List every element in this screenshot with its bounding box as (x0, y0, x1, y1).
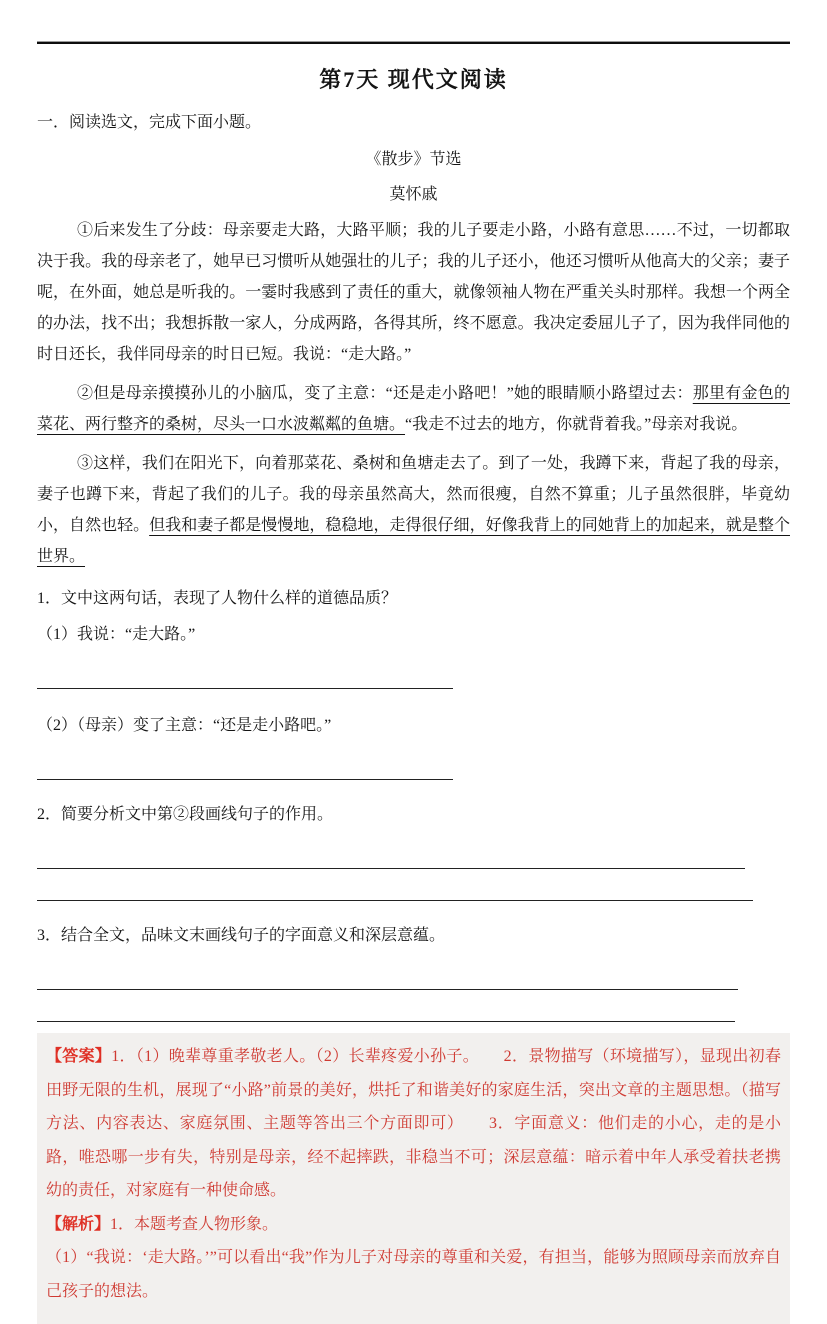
paragraph-3-text: ③这样，我们在阳光下，向着那菜花、桑树和鱼塘走去了。到了一处，我蹲下来，背起了我的母亲，妻子也蹲下来，背起了我们的儿子。我的母亲虽然高大，然而很瘦，自然不算重；儿子虽然很胖，毕竟幼小，自然也轻。 (37, 455, 790, 534)
header-rule (37, 41, 790, 44)
analysis-text-2: （1）“我说：‘走大路。’”可以看出“我”作为儿子对母亲的尊重和关爱，有担当，能够为照顾母亲而放弃自己孩子的想法。 (46, 1249, 781, 1300)
passage-title: 《散步》节选 (365, 151, 462, 168)
question-3: 3．结合全文，品味文末画线句子的字面意义和深层意蕴。 (37, 927, 446, 944)
answer-blank-line-q3-1 (37, 989, 738, 990)
analysis-label: 【解析】 (46, 1215, 111, 1233)
paragraph-2-text: ②但是母亲摸摸孙儿的小脑瓜，变了主意：“还是走小路吧！”她的眼睛顺小路望过去： (77, 385, 693, 402)
answer-blank-line-q3-2 (37, 1021, 735, 1022)
question-1-item-2: （2）（母亲）变了主意：“还是走小路吧。” (37, 717, 332, 734)
answer-text: 1．（1）晚辈尊重孝敬老人。（2）长辈疼爱小孙子。 2．景物描写（环境描写），显现出初春田野无限的生机，展现了“小路”前景的美好，烘托了和谐美好的家庭生活，突出文章的主题思想。（描写方法、内容表达、家庭氛围、主题等答出三个方面即可） 3．字面意义：他们走的小心，走的是小路，唯恐哪一步有失，特别是母亲，经不起摔跌，非稳当不可；深层意蕴：暗示着中年人承受着扶老携幼的责任，对家庭有一种使命感。 (46, 1048, 781, 1199)
document-page (0, 41, 827, 1324)
question-2: 2．简要分析文中第②段画线句子的作用。 (37, 806, 334, 823)
passage-paragraph-1: ①后来发生了分歧：母亲要走大路，大路平顺；我的儿子要走小路，小路有意思……不过，一切都取决于我。我的母亲老了，她早已习惯听从她强壮的儿子；我的儿子还小，他还习惯听从他高大的父亲；妻子呢，在外面，她总是听我的。一霎时我感到了责任的重大，就像领袖人物在严重关头时那样。我想一个两全的办法，找不出；我想拆散一家人，分成两路，各得其所，终不愿意。我决定委屈儿子了，因为我伴同他的时日还长，我伴同母亲的时日已短。我说：“走大路。” (37, 222, 790, 363)
section-intro: 一．阅读选文，完成下面小题。 (37, 114, 262, 131)
doc-title: 第7天 现代文阅读 (319, 67, 508, 92)
question-1-item-1: （1）我说：“走大路。” (37, 626, 196, 643)
paragraph-3-underlined-sentence: 但我和妻子都是慢慢地，稳稳地，走得很仔细，好像我背上的同她背上的加起来，就是整个世界。 (37, 517, 790, 565)
answer-blank-line-q1-2 (37, 779, 453, 780)
passage-paragraph-3 (37, 448, 790, 572)
analysis-text-1: 1．本题考查人物形象。 (110, 1215, 279, 1233)
paragraph-2-text-after: “我走不过去的地方，你就背着我。”母亲对我说。 (405, 416, 748, 433)
answer-paragraph (46, 1040, 781, 1208)
answer-label: 【答案】 (46, 1048, 112, 1065)
passage-paragraph-2 (37, 378, 790, 440)
answer-blank-line-q1-1 (37, 688, 453, 689)
answer-blank-line-q2-2 (37, 900, 753, 901)
question-1: 1．文中这两句话，表现了人物什么样的道德品质？ (37, 590, 398, 607)
analysis-paragraph (46, 1208, 781, 1242)
paragraph-2-underlined-sentence: 那里有金色的菜花、两行整齐的桑树，尽头一口水波粼粼的鱼塘。 (37, 385, 790, 433)
answer-blank-line-q2-1 (37, 868, 745, 869)
answer-block (37, 1033, 790, 1324)
passage-author: 莫怀戚 (389, 186, 438, 203)
